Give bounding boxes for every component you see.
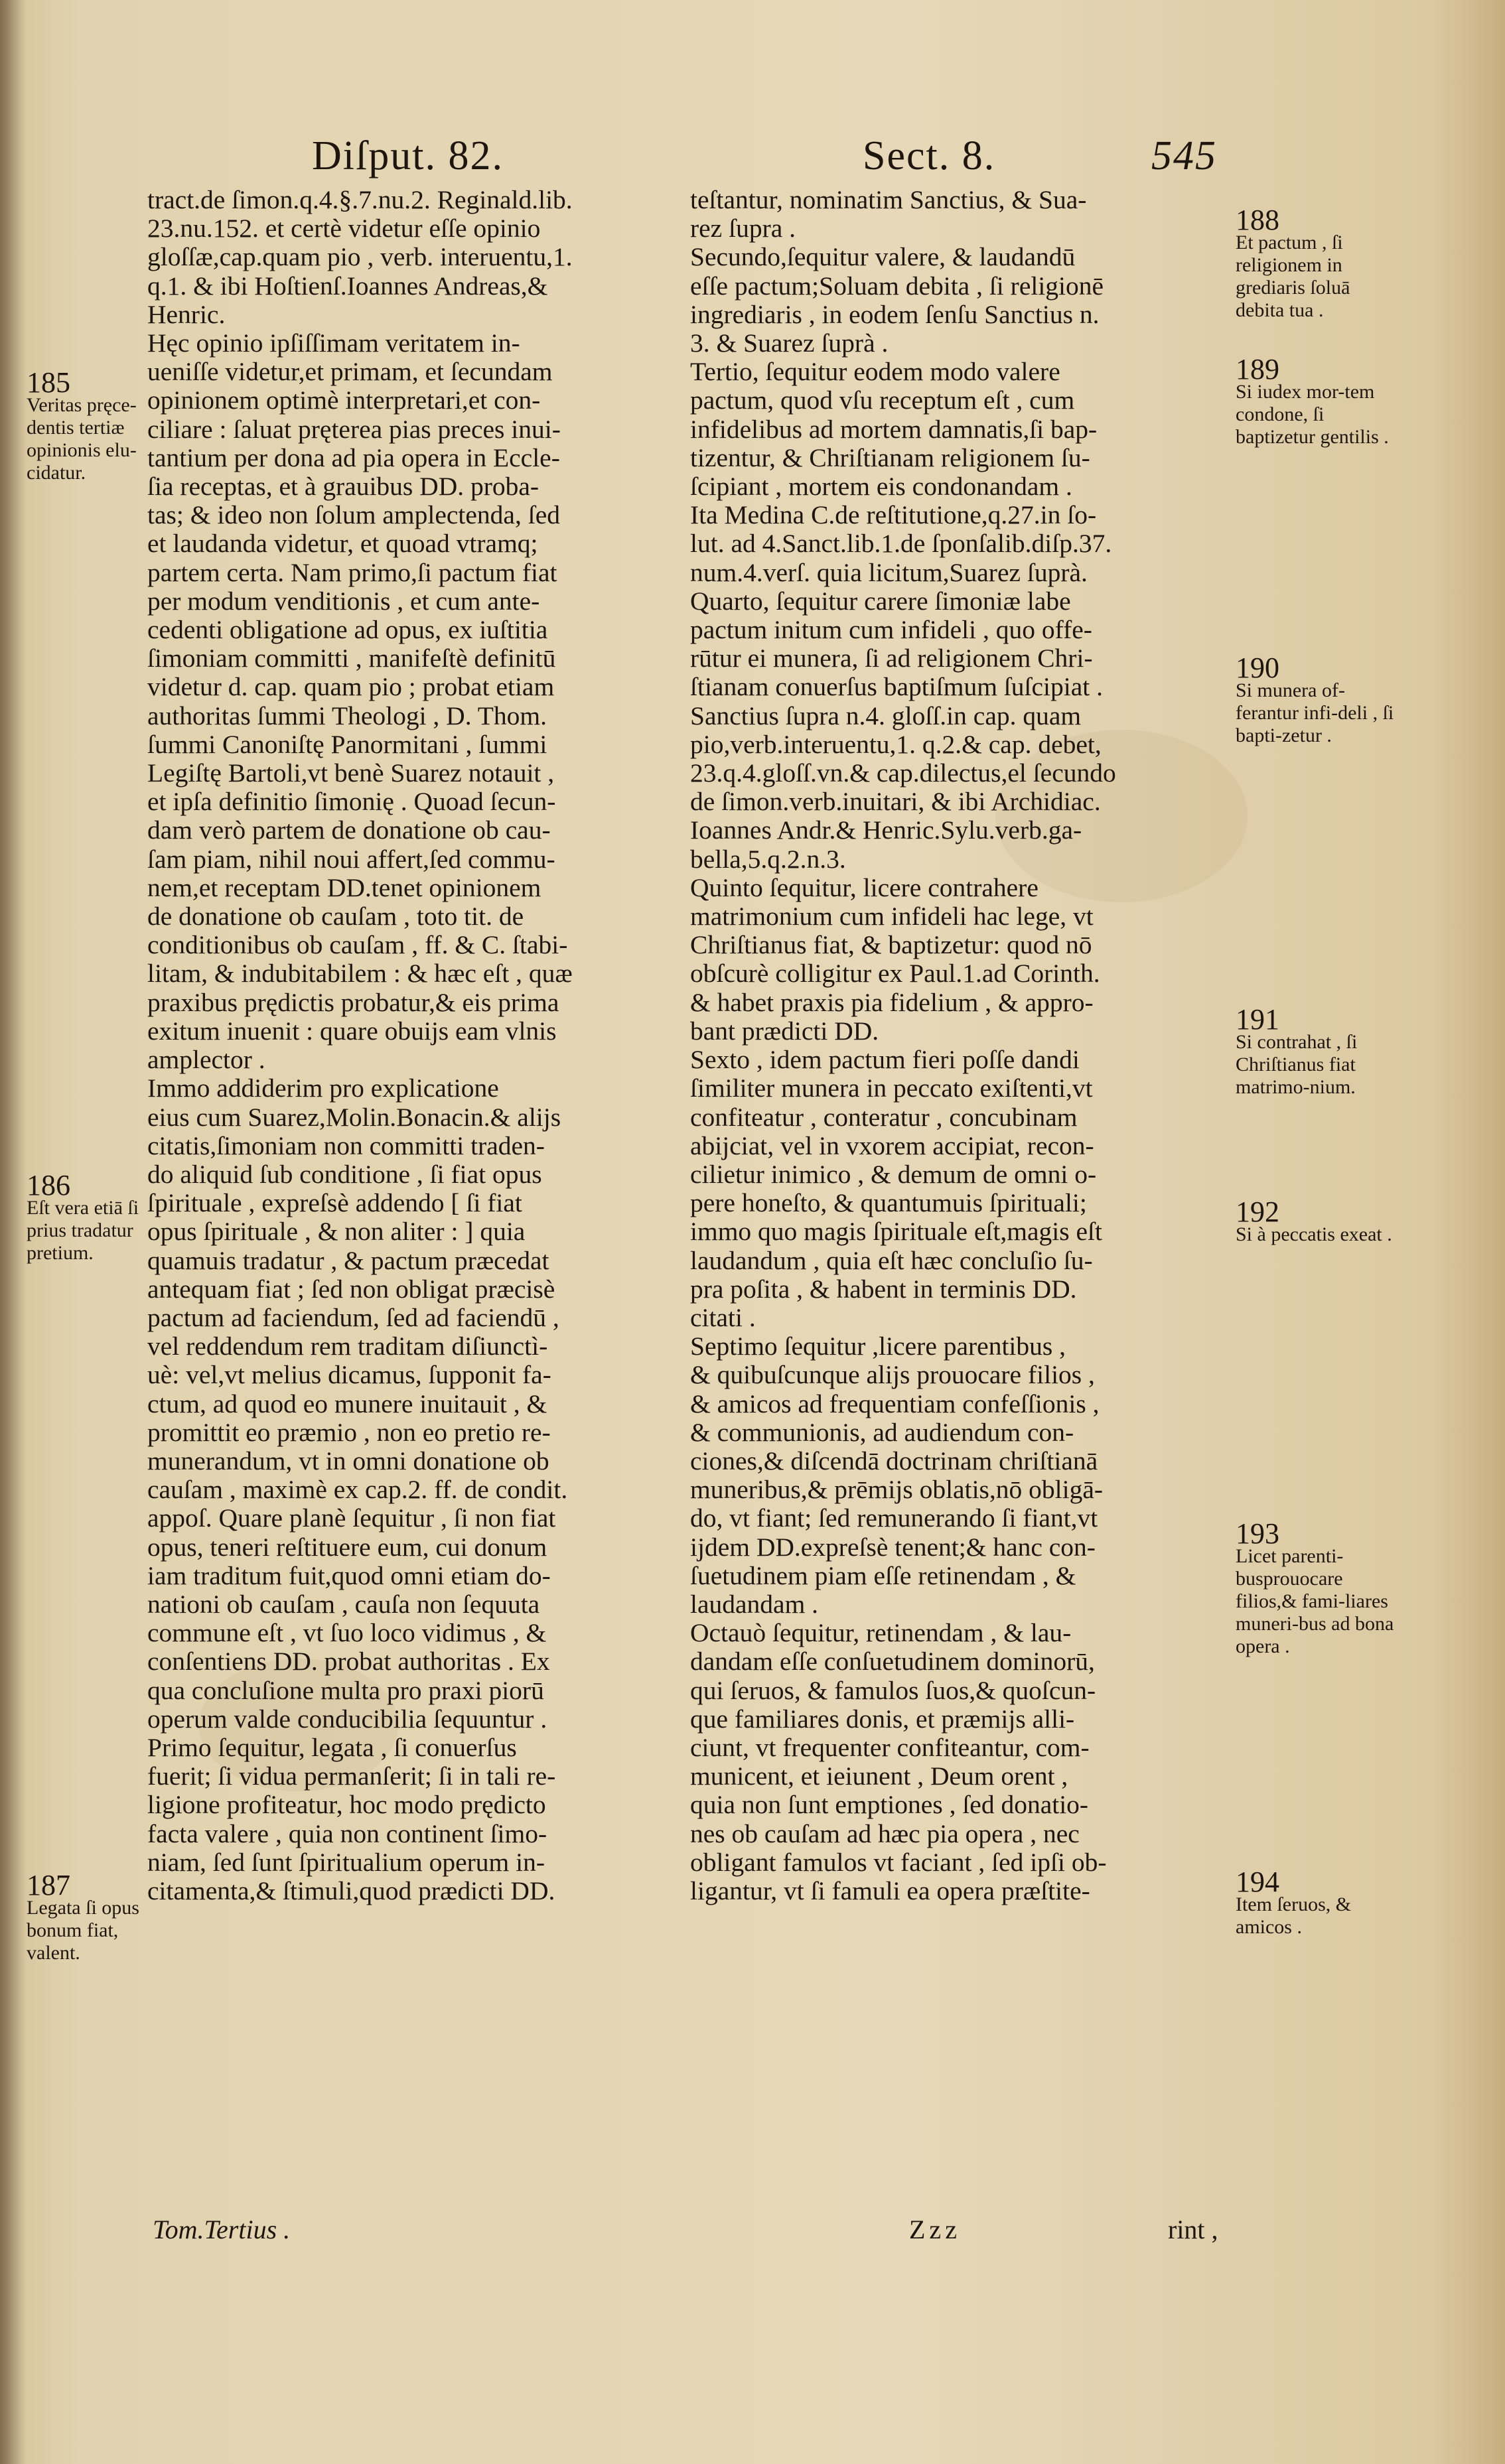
header-disputation: Diſput. 82. [312, 133, 504, 178]
text-line: iam traditum fuit,quod omni etiam do- [147, 1561, 551, 1590]
text-line: ctum, ad quod eo munere inuitauit , & [147, 1389, 547, 1418]
text-line: Secundo,ſequitur valere, & laudandū [690, 243, 1076, 272]
text-line: teſtantur, nominatim Sanctius, & Sua- [690, 186, 1087, 214]
text-line: Quarto, ſequitur carere ſimoniæ labe [690, 586, 1071, 616]
page-number: 545 [1151, 133, 1217, 178]
text-line: Chriſtianus fiat, & baptizetur: quod nō [690, 931, 1092, 960]
text-line: antequam fiat ; ſed non obligat præcisè [147, 1274, 555, 1304]
text-line: nes ob cauſam ad hæc pia opera , nec [690, 1819, 1080, 1848]
text-line: bella,5.q.2.n.3. [690, 845, 846, 874]
text-line: vel reddendum rem traditam diſiunctì- [147, 1332, 548, 1361]
text-line: ciones,& diſcendā doctrinam chriſtianā [690, 1446, 1098, 1475]
text-line: facta valere , quia non continent ſimo- [147, 1819, 547, 1848]
margin-note [1236, 353, 1395, 448]
text-line: de ſimon.verb.inuitari, & ibi Archidiac. [690, 787, 1101, 817]
text-line: ſcipiant , mortem eis condonandam . [690, 472, 1072, 502]
text-line: conditionibus ob cauſam , ff. & C. ſtabi- [147, 931, 568, 960]
text-line: ſuetudinem piam eſſe retinendam , & [690, 1561, 1076, 1590]
text-line: opus ſpirituale , & non aliter : ] quia [147, 1217, 526, 1247]
margin-note [1236, 1196, 1395, 1246]
text-line: & amicos ad frequentiam confeſſionis , [690, 1389, 1100, 1418]
margin-note [27, 1169, 143, 1265]
margin-note [27, 1869, 143, 1964]
text-line: lut. ad 4.Sanct.lib.1.de ſponſalib.diſp.37. [690, 529, 1112, 559]
text-line: cedenti obligatione ad opus, ex iuſtitia [147, 616, 548, 645]
text-line: 23.nu.152. et certè videtur eſſe opinio [147, 214, 541, 243]
text-line: ſimiliter munera in peccato exiſtenti,vt [690, 1074, 1093, 1103]
text-line: citamenta,& ſtimuli,quod prædicti DD. [147, 1876, 555, 1905]
text-line: que familiares donis, et præmijs alli- [690, 1704, 1075, 1734]
text-line: Primo ſequitur, legata , ſi conuerſus [147, 1733, 517, 1762]
text-line: ſpirituale , expreſsè addendo [ ſi fiat [147, 1189, 522, 1218]
text-line: ciunt, vt frequenter confiteantur, com- [690, 1733, 1090, 1762]
margin-note [27, 366, 143, 484]
text-line: cilietur inimico , & demum de omni o- [690, 1160, 1097, 1189]
margin-note-number: 194 [1236, 1866, 1279, 1898]
text-line: appoſ. Quare planè ſequitur , ſi non fiat [147, 1504, 556, 1533]
margin-note-text: Veritas pręce-dentis tertiæ opinionis elu-cidatur. [27, 394, 137, 484]
text-line: pra poſita , & habent in terminis DD. [690, 1274, 1077, 1304]
margin-note-text: Licet parenti-busprouocare filios,& fami-liares muneri-bus ad bona opera . [1236, 1545, 1394, 1657]
margin-note-text: Si munera of-ferantur infi-deli , ſi bapti-zetur . [1236, 679, 1394, 746]
text-line: do, vt fiant; ſed remunerando ſi fiant,vt [690, 1504, 1098, 1533]
text-line: authoritas ſummi Theologi , D. Thom. [147, 701, 547, 730]
margin-note-number: 193 [1236, 1517, 1279, 1550]
text-line: et laudanda videtur, et quoad vtramq; [147, 529, 538, 559]
text-line: praxibus prędictis probatur,& eis prima [147, 988, 559, 1017]
text-line: de donatione ob cauſam , toto tit. de [147, 902, 524, 931]
text-line: confiteatur , conteratur , concubinam [690, 1103, 1078, 1132]
text-line: Henric. [147, 300, 226, 329]
text-line: ijdem DD.expreſsè tenent;& hanc con- [690, 1533, 1096, 1562]
text-line: 3. & Suarez ſuprà . [690, 329, 889, 358]
text-line: 23.q.4.gloſſ.vn.& cap.dilectus,el ſecundo [690, 759, 1116, 788]
header-section: Sect. 8. [863, 133, 996, 178]
text-line: eſſe pactum;Soluam debita , ſi religionē [690, 271, 1104, 301]
text-line: Legiſtę Bartoli,vt benè Suarez notauit , [147, 759, 555, 788]
text-line: ſia receptas, et à grauibus DD. proba- [147, 472, 539, 502]
text-line: exitum inuenit : quare obuijs eam vlnis [147, 1016, 557, 1046]
text-line: Sexto , idem pactum fieri poſſe dandi [690, 1046, 1080, 1075]
text-line: qua concluſione multa pro praxi piorū [147, 1676, 544, 1705]
text-line: obligant famulos vt faciant , ſed ipſi ob- [690, 1848, 1107, 1877]
text-line: eius cum Suarez,Molin.Bonacin.& alijs [147, 1103, 561, 1132]
text-line: matrimonium cum infideli hac lege, vt [690, 902, 1094, 931]
text-line: ciliare : ſaluat pręterea pias preces inui- [147, 415, 561, 444]
text-line: ligione profiteatur, hoc modo prędicto [147, 1791, 546, 1820]
margin-note-text: Item ſeruos, & amicos . [1236, 1893, 1352, 1938]
margin-note-text: Eſt vera etiā ſi prius tradatur pretium. [27, 1197, 139, 1264]
text-line: fuerit; ſi vidua permanſerit; ſi in tali re- [147, 1762, 556, 1791]
margin-note-text: Si à peccatis exeat . [1236, 1223, 1392, 1245]
margin-note-number: 186 [27, 1169, 70, 1201]
text-line: Octauò ſequitur, retinendam , & lau- [690, 1619, 1072, 1648]
text-line: infidelibus ad mortem damnatis,ſi bap- [690, 415, 1098, 444]
text-line: ſimoniam committi , manifeſtè definitū [147, 644, 556, 673]
text-line: conſentiens DD. probat authoritas . Ex [147, 1647, 550, 1677]
catchword: rint , [1168, 2215, 1218, 2244]
text-line: & communionis, ad audiendum con- [690, 1418, 1074, 1447]
margin-note [1236, 1517, 1395, 1658]
text-line: pactum ad faciendum, ſed ad faciendū , [147, 1303, 559, 1332]
margin-note [1236, 204, 1395, 322]
margin-note-number: 187 [27, 1869, 70, 1901]
margin-note [1236, 1866, 1395, 1939]
margin-note-text: Si contrahat , ſi Chriſtianus fiat matrimo-nium. [1236, 1031, 1358, 1098]
text-line: Ita Medina C.de reſtitutione,q.27.in ſo- [690, 501, 1097, 530]
text-line: tizentur, & Chriſtianam religionem ſu- [690, 443, 1090, 472]
text-line: Ioannes Andr.& Henric.Sylu.verb.ga- [690, 816, 1082, 845]
text-line: munerandum, vt in omni donatione ob [147, 1446, 549, 1475]
text-line: dam verò partem de donatione ob cau- [147, 816, 551, 845]
margin-note-text: Legata ſi opus bonum fiat, valent. [27, 1897, 139, 1964]
text-line: citati . [690, 1303, 756, 1332]
text-line: Quinto ſequitur, licere contrahere [690, 873, 1039, 902]
gathering-signature: Zzz [909, 2215, 961, 2244]
margin-note-number: 185 [27, 366, 70, 399]
text-line: rez ſupra . [690, 214, 796, 243]
text-line: per modum venditionis , et cum ante- [147, 586, 540, 616]
text-line: Immo addiderim pro explicatione [147, 1074, 499, 1103]
text-line: immo quo magis ſpirituale eſt,magis eſt [690, 1217, 1102, 1247]
text-line: muneribus,& prēmijs oblatis,nō obligā- [690, 1475, 1104, 1505]
margin-note [1236, 1003, 1395, 1099]
text-line: uè: vel,vt melius dicamus, ſupponit fa- [147, 1361, 551, 1390]
margin-note-number: 191 [1236, 1003, 1279, 1036]
text-line: citatis,ſimoniam non committi traden- [147, 1131, 545, 1160]
text-line: q.1. & ibi Hoſtienſ.Ioannes Andreas,& [147, 271, 548, 301]
text-line: laudandam . [690, 1590, 819, 1619]
text-line: tantium per dona ad pia opera in Eccle- [147, 443, 560, 472]
margin-note-text: Et pactum , ſi religionem in grediaris ſoluā debita tua . [1236, 232, 1350, 321]
text-line: obſcurè colligitur ex Paul.1.ad Corinth. [690, 959, 1100, 989]
text-line: bant prædicti DD. [690, 1016, 879, 1046]
text-line: laudandum , quia eſt hæc concluſio ſu- [690, 1246, 1093, 1275]
text-line: cauſam , maximè ex cap.2. ff. de condit. [147, 1475, 568, 1505]
margin-note-text: Si iudex mor-tem condone, ſi baptizetur gentilis . [1236, 381, 1389, 448]
text-line: tas; & ideo non ſolum amplectenda, ſed [147, 501, 560, 530]
text-line: operum valde conducibilia ſequuntur . [147, 1704, 547, 1734]
text-line: niam, ſed ſunt ſpiritualium operum in- [147, 1848, 545, 1877]
text-line: ſummi Canoniſtę Panormitani , ſummi [147, 730, 547, 759]
text-line: quia non ſunt emptiones , ſed donatio- [690, 1791, 1089, 1820]
text-line: ſtianam conuerſus baptiſmum ſuſcipiat . [690, 673, 1103, 702]
text-line: & quibuſcunque alijs prouocare filios , [690, 1361, 1095, 1390]
text-line: videtur d. cap. quam pio ; probat etiam [147, 673, 555, 702]
text-line: abijciat, vel in vxorem accipiat, recon- [690, 1131, 1094, 1160]
text-line: rūtur ei munera, ſi ad religionem Chri- [690, 644, 1093, 673]
right-text-column [690, 186, 1238, 1905]
text-line: gloſſæ,cap.quam pio , verb. interuentu,1. [147, 243, 573, 272]
text-line: Septimo ſequitur ,licere parentibus , [690, 1332, 1066, 1361]
text-line: litam, & indubitabilem : & hæc eſt , quæ [147, 959, 573, 989]
text-line: quamuis tradatur , & pactum præcedat [147, 1246, 549, 1275]
text-line: promittit eo præmio , non eo pretio re- [147, 1418, 551, 1447]
text-line: amplector . [147, 1046, 265, 1075]
text-line: opinionem optimè interpretari,et con- [147, 386, 541, 415]
text-line: & habet praxis pia fidelium , & appro- [690, 988, 1094, 1017]
text-line: do aliquid ſub conditione , ſi fiat opus [147, 1160, 542, 1189]
text-line: partem certa. Nam primo,ſi pactum fiat [147, 558, 557, 587]
text-line: pactum initum cum infideli , quo offe- [690, 616, 1092, 645]
margin-note-number: 188 [1236, 204, 1279, 236]
text-line: tract.de ſimon.q.4.§.7.nu.2. Reginald.lib. [147, 186, 573, 214]
text-line: Sanctius ſupra n.4. gloſſ.in cap. quam [690, 701, 1082, 730]
margin-note-number: 189 [1236, 353, 1279, 385]
margin-note-number: 192 [1236, 1196, 1279, 1228]
text-line: pere honeſto, & quantumuis ſpirituali; [690, 1189, 1087, 1218]
text-line: opus, teneri reſtituere eum, cui donum [147, 1533, 547, 1562]
volume-signature: Tom.Tertius . [153, 2215, 291, 2244]
text-line: et ipſa definitio ſimonię . Quoad ſecun- [147, 787, 556, 817]
text-line: ueniſſe videtur,et primam, et ſecundam [147, 358, 553, 387]
text-line: ingrediaris , in eodem ſenſu Sanctius n. [690, 300, 1100, 329]
text-line: Hęc opinio ipſiſſimam veritatem in- [147, 329, 520, 358]
text-line: pactum, quod vſu receptum eſt , cum [690, 386, 1075, 415]
text-line: qui ſeruos, & famulos ſuos,& quoſcun- [690, 1676, 1096, 1705]
text-line: nem,et receptam DD.tenet opinionem [147, 873, 541, 902]
text-line: dandam eſſe conſuetudinem dominorū, [690, 1647, 1095, 1677]
text-line: ligantur, vt ſi famuli ea opera præſtite- [690, 1876, 1090, 1905]
gutter-shadow [0, 0, 27, 2464]
text-line: ſam piam, nihil noui affert,ſed commu- [147, 845, 555, 874]
text-line: pio,verb.interuentu,1. q.2.& cap. debet, [690, 730, 1102, 759]
text-line: nationi ob cauſam , cauſa non ſequuta [147, 1590, 540, 1619]
text-line: commune eſt , vt ſuo loco vidimus , & [147, 1619, 547, 1648]
text-line: Tertio, ſequitur eodem modo valere [690, 358, 1060, 387]
text-line: municent, et ieiunent , Deum orent , [690, 1762, 1068, 1791]
text-line: num.4.verſ. quia licitum,Suarez ſuprà. [690, 558, 1088, 587]
left-text-column [147, 186, 678, 1905]
margin-note [1236, 651, 1395, 747]
margin-note-number: 190 [1236, 651, 1279, 684]
